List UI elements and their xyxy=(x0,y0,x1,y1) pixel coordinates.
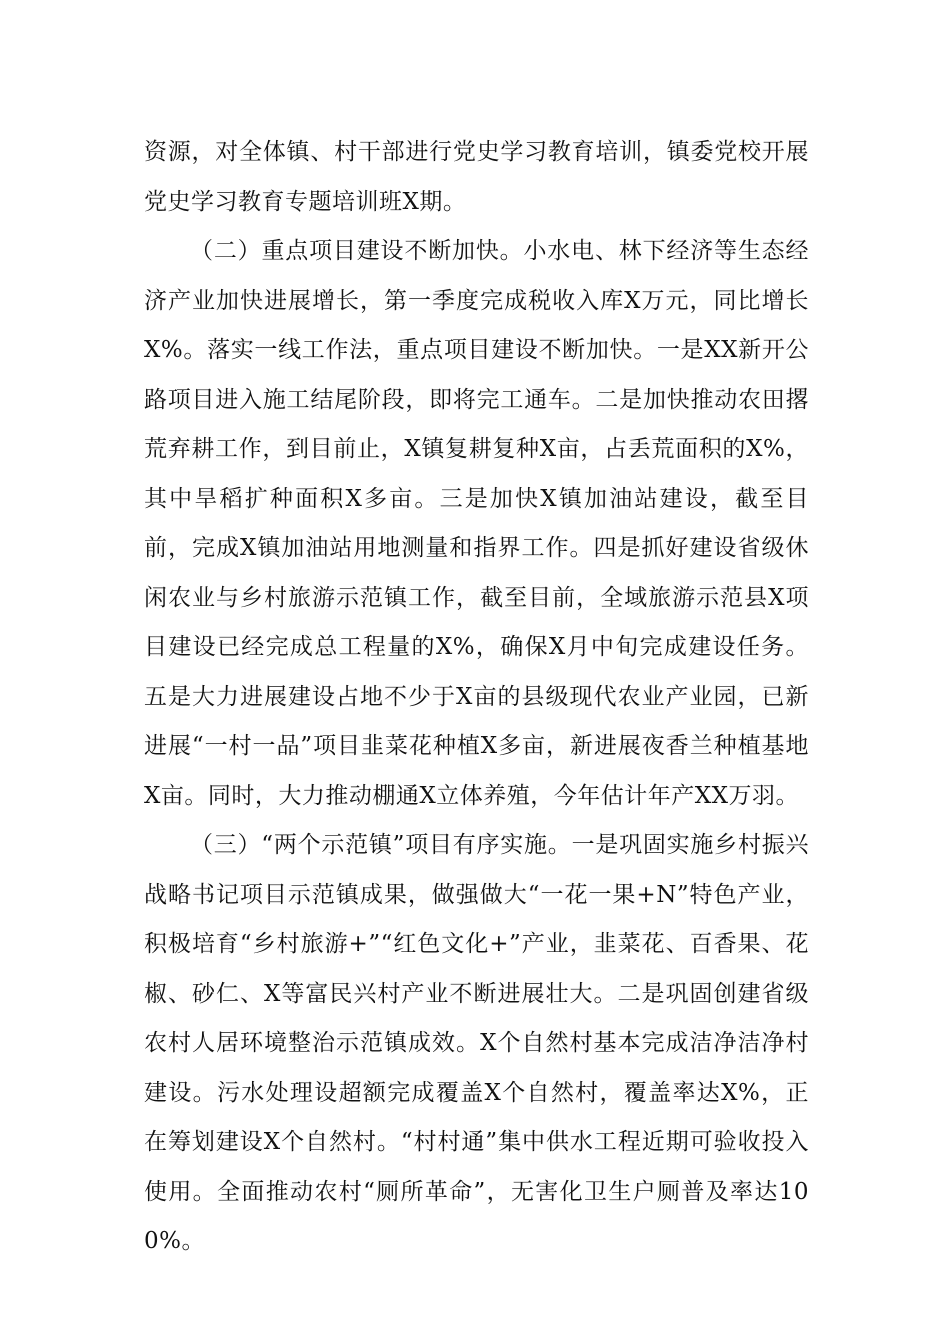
paragraph-continuation: 资源，对全体镇、村干部进行党史学习教育培训，镇委党校开展党史学习教育专题培训班X期。 xyxy=(144,139,809,215)
paragraph-demonstration-towns: （三）“两个示范镇”项目有序实施。一是巩固实施乡村振兴战略书记项目示范镇成果，做强做大“一花一果+N”特色产业，积极培育“乡村旅游+”“红色文化+”产业，韭菜花、百香果、花椒、砂仁、X等富民兴村产业不断进展壮大。二是巩固创建省级农村人居环境整治示范镇成效。X个自然村基本完成洁净洁净村建设。污水处理设超额完成覆盖X个自然村，覆盖率达X%，正在筹划建设X个自然村。“村村通”集中供水工程近期可验收投入使用。全面推动农村“厕所革命”，无害化卫生户厕普及率达100%。 xyxy=(144,832,809,1254)
paragraph-key-projects: （二）重点项目建设不断加快。小水电、林下经济等生态经济产业加快进展增长，第一季度完成税收入库X万元，同比增长X%。落实一线工作法，重点项目建设不断加快。一是XX新开公路项目进入施工结尾阶段，即将完工通车。二是加快推动农田撂荒弃耕工作，到目前止，X镇复耕复种X亩，占丢荒面积的X%，其中旱稻扩种面积X多亩。三是加快X镇加油站建设，截至目前，完成X镇加油站用地测量和指界工作。四是抓好建设省级休闲农业与乡村旅游示范镇工作，截至目前，全域旅游示范县X项目建设已经完成总工程量的X%，确保X月中旬完成建设任务。五是大力进展建设占地不少于X亩的县级现代农业产业园，已新进展“一村一品”项目韭菜花种植X多亩，新进展夜香兰种植基地X亩。同时，大力推动棚通X立体养殖，今年估计年产XX万羽。 xyxy=(144,238,809,809)
document-body xyxy=(144,128,809,1267)
